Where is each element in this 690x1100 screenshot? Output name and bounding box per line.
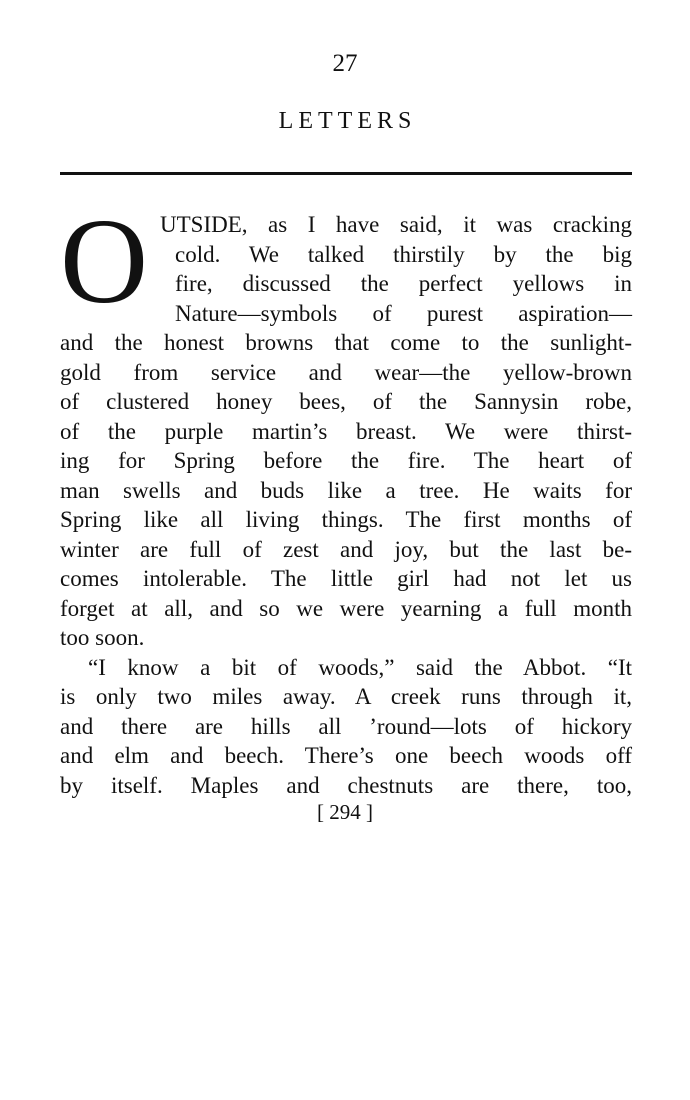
text-line: comes intolerable. The little girl had not let us — [60, 566, 632, 591]
text-line: of the purple martin’s breast. We were thirst- — [60, 418, 632, 444]
text-line: and there are hills all ’round—lots of hickory — [60, 713, 632, 739]
text-line: too soon. — [60, 625, 145, 650]
text-line: Spring like all living things. The first months of — [60, 507, 632, 532]
drop-cap: O — [60, 194, 149, 329]
page-number: [ 294 ] — [317, 800, 373, 824]
text-line: gold from service and wear—the yellow-brown — [60, 359, 632, 385]
text-line: is only two miles away. A creek runs through it, — [60, 684, 632, 709]
text-line: and the honest browns that come to the sunlight- — [60, 330, 632, 355]
text-line: UTSIDE, as I have said, it was cracking — [160, 212, 632, 237]
text-line: man swells and buds like a tree. He waits for — [60, 477, 632, 503]
text-line: winter are full of zest and joy, but the last be- — [60, 536, 632, 562]
body-text — [60, 194, 632, 800]
text-line: “I know a bit of woods,” said the Abbot. “It — [88, 654, 632, 680]
text-line: and elm and beech. There’s one beech woods off — [60, 743, 632, 768]
text-line: forget at all, and so we were yearning a full month — [60, 595, 632, 621]
header-rule — [60, 172, 632, 175]
section-title: LETTERS — [278, 108, 417, 134]
text-line: cold. We talked thirstily by the big — [175, 241, 632, 267]
text-line: ing for Spring before the fire. The heart of — [60, 448, 632, 473]
text-line: Nature—symbols of purest aspiration— — [175, 300, 632, 326]
chapter-number: 27 — [332, 50, 358, 77]
text-line: by itself. Maples and chestnuts are there, too, — [60, 772, 632, 798]
text-line: fire, discussed the perfect yellows in — [175, 271, 632, 296]
text-line: of clustered honey bees, of the Sannysin robe, — [60, 389, 632, 414]
